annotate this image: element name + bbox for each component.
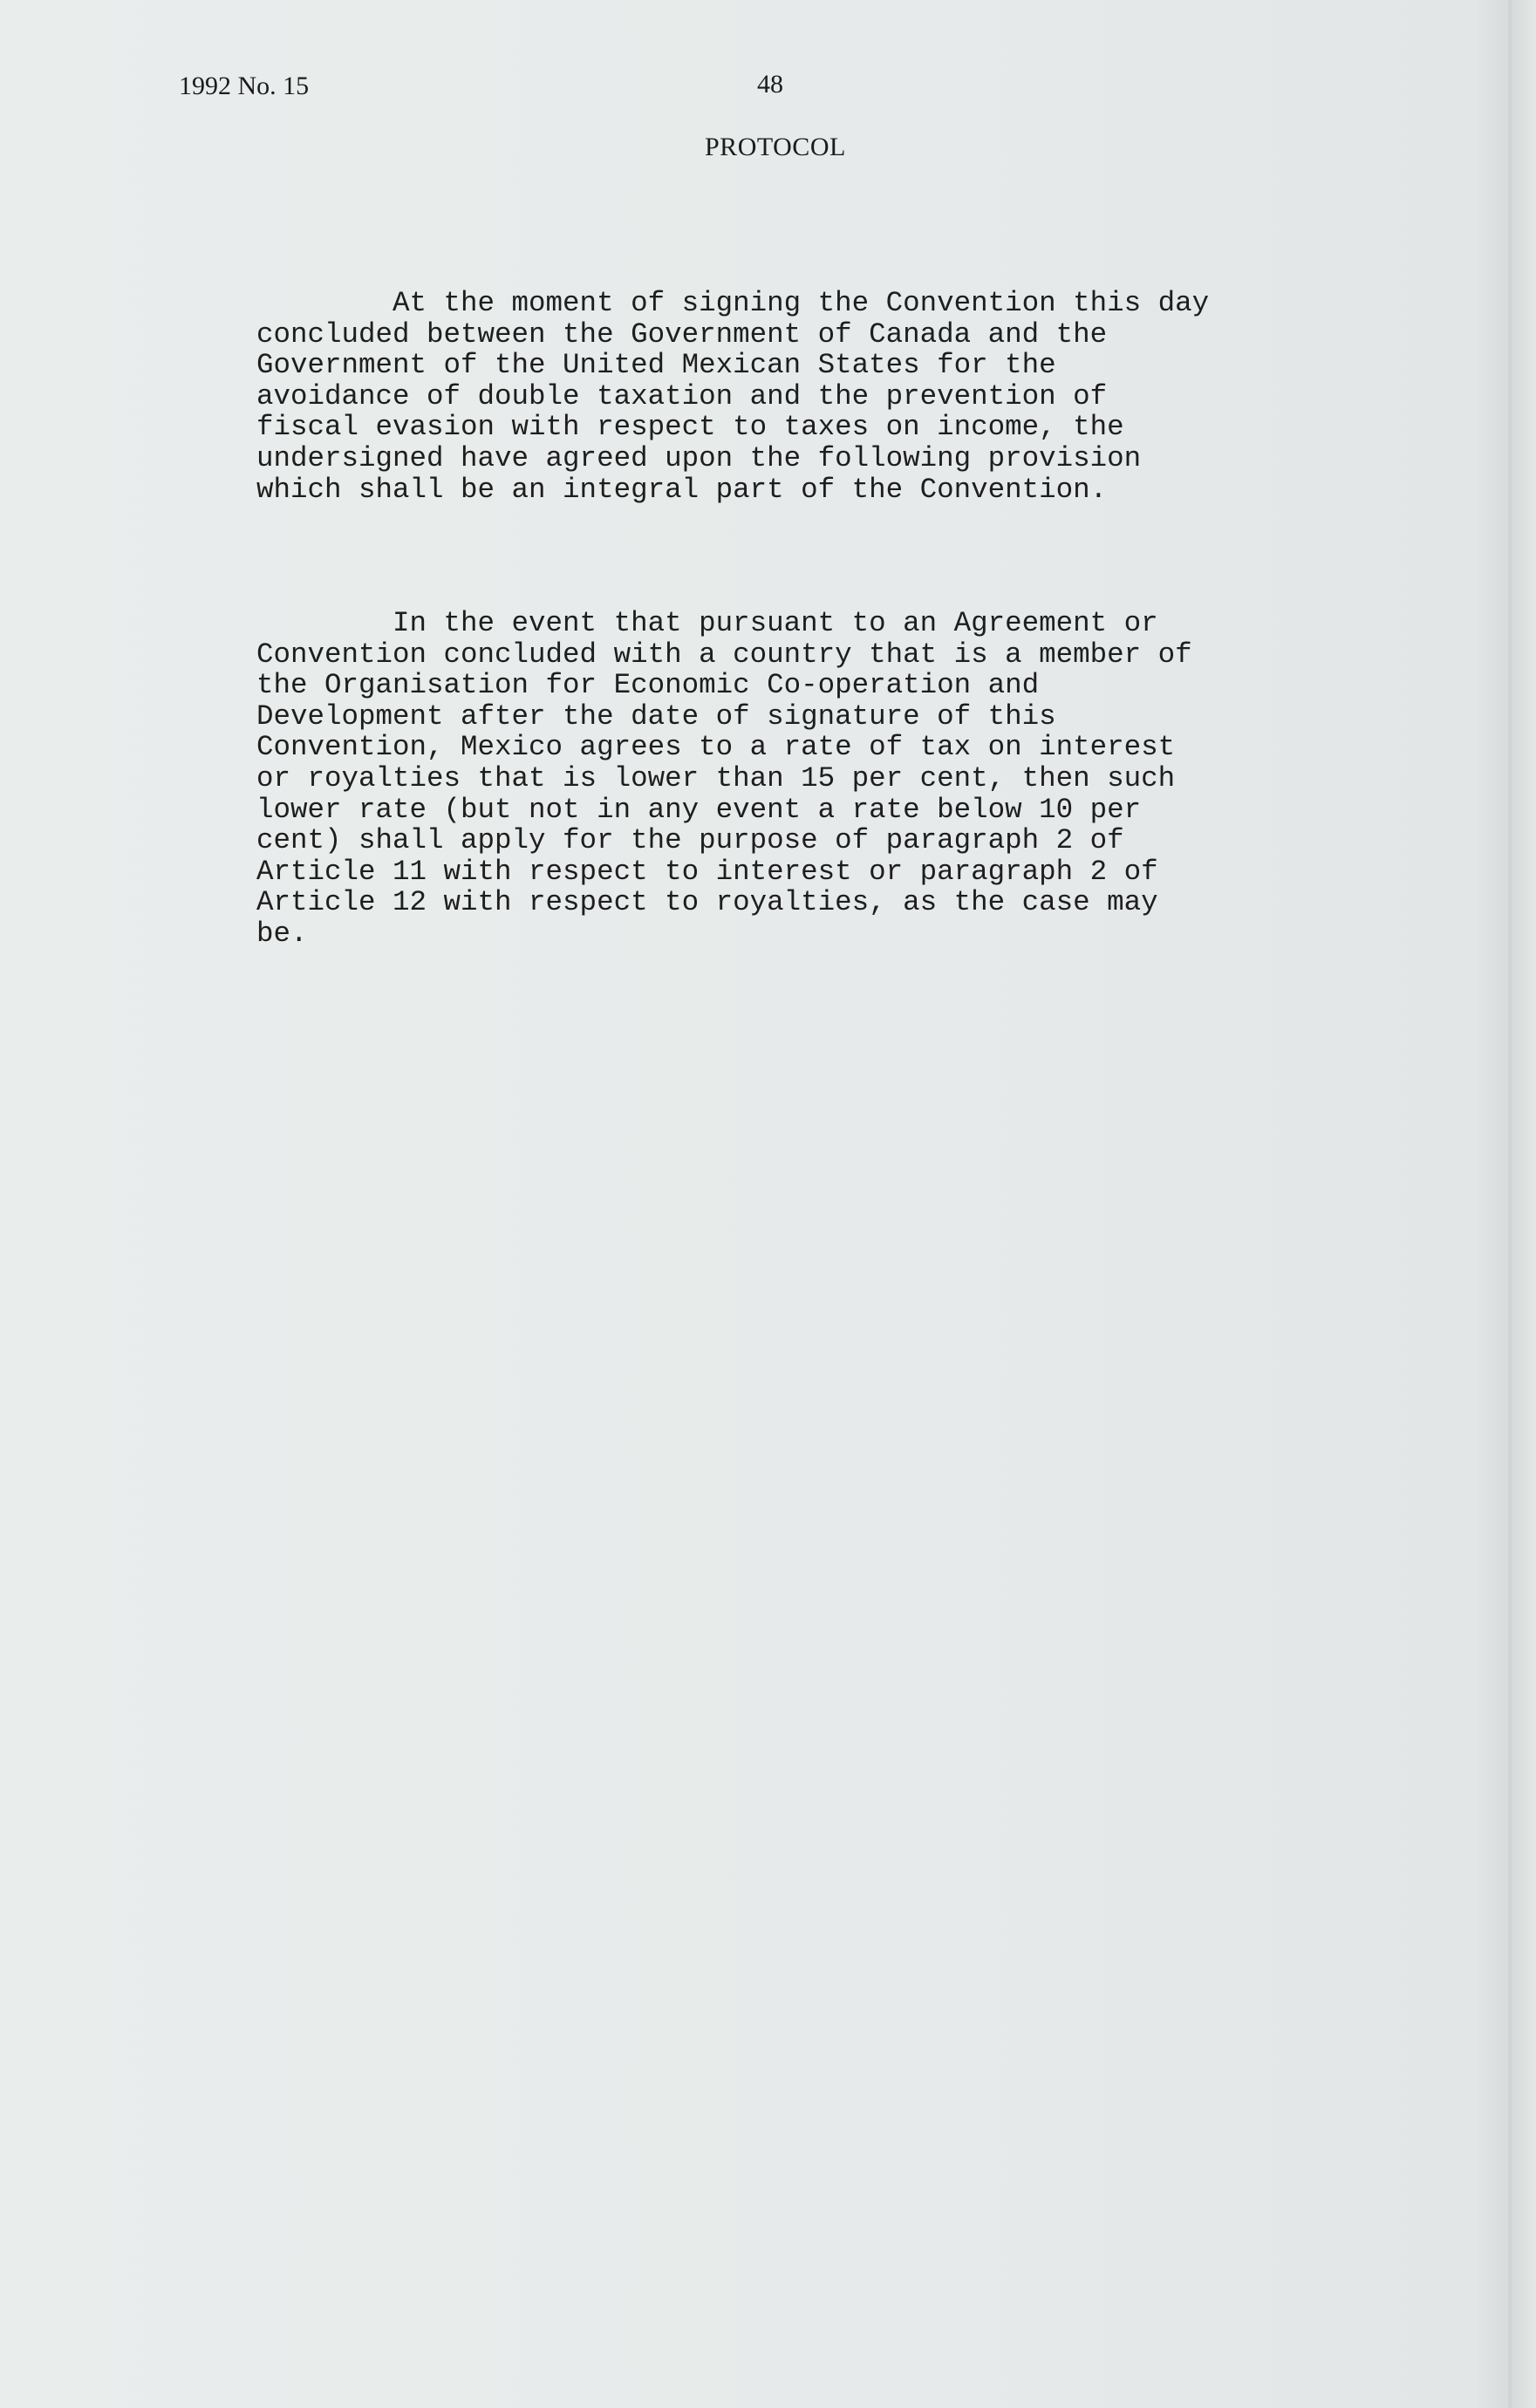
paragraph-line: the Organisation for Economic Co-operation and	[256, 669, 1040, 702]
paragraph-line: undersigned have agreed upon the following provision	[256, 441, 1142, 474]
paragraph-line: Convention concluded with a country that is a member of	[256, 638, 1192, 671]
paragraph-line: Article 12 with respect to royalties, as the case may	[256, 886, 1158, 919]
paragraph-line: concluded between the Government of Canada and the	[256, 317, 1108, 351]
protocol-paragraph-2	[256, 608, 1390, 950]
document-reference: 1992 No. 15	[179, 72, 310, 100]
paragraph-line: Convention, Mexico agrees to a rate of tax on interest	[256, 731, 1176, 764]
paragraph-line: fiscal evasion with respect to taxes on income, the	[256, 411, 1124, 444]
paragraph-line: Article 11 with respect to interest or paragraph 2 of	[256, 855, 1158, 888]
paragraph-line: which shall be an integral part of the Convention.	[256, 473, 1108, 506]
page-number: 48	[757, 70, 783, 99]
paragraph-line: avoidance of double taxation and the prevention of	[256, 379, 1108, 413]
paragraph-line: In the event that pursuant to an Agreement or	[256, 607, 1158, 639]
paragraph-line: Government of the United Mexican States for the	[256, 349, 1056, 382]
protocol-paragraph-1	[256, 288, 1390, 505]
paragraph-line: cent) shall apply for the purpose of paragraph 2 of	[256, 824, 1124, 857]
page-edge-shadow	[1508, 0, 1512, 2408]
paragraph-line: Development after the date of signature of this	[256, 699, 1056, 733]
page-title: PROTOCOL	[705, 133, 846, 161]
paragraph-line: or royalties that is lower than 15 per cent, then such	[256, 761, 1176, 795]
paragraph-line: lower rate (but not in any event a rate below 10 per	[256, 793, 1142, 826]
paragraph-line: At the moment of signing the Convention this day	[256, 287, 1210, 319]
paragraph-line: be.	[256, 917, 308, 950]
